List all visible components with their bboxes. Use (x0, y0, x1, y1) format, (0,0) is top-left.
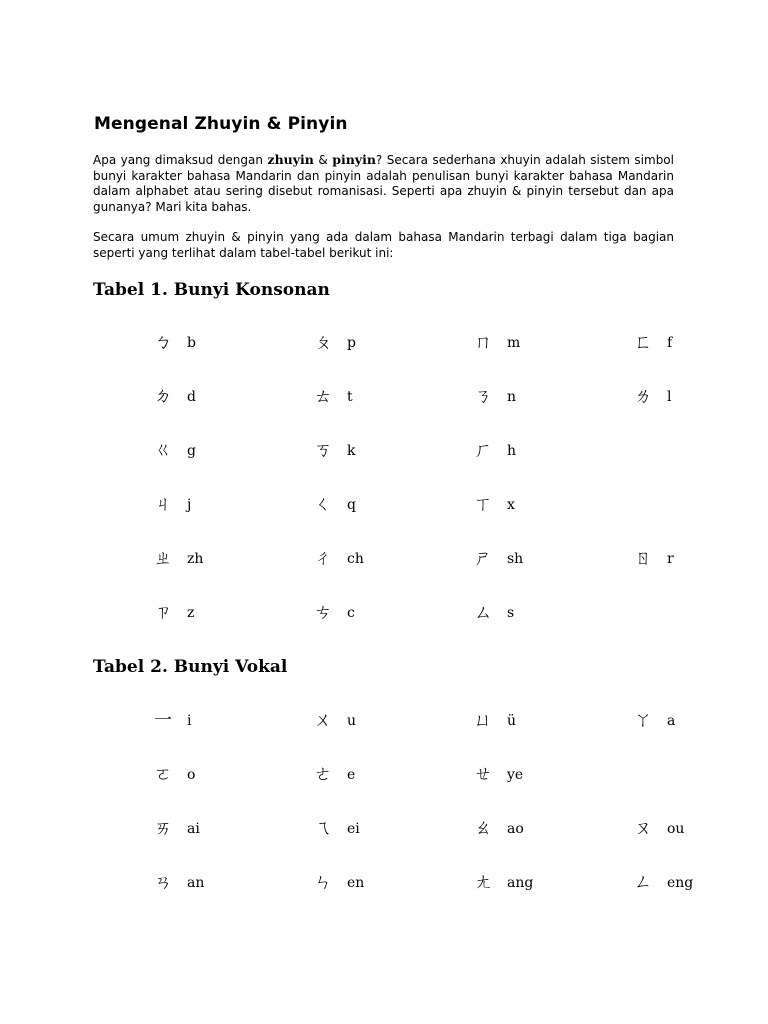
zhuyin-symbol: ㄊ (314, 386, 332, 407)
pinyin-label: c (347, 605, 355, 621)
pinyin-label: ai (187, 821, 200, 837)
page-title: Mengenal Zhuyin & Pinyin (94, 114, 348, 134)
zhuyin-symbol: ㄘ (314, 602, 332, 623)
pinyin-label: t (347, 389, 353, 405)
zhuyin-symbol: ㄣ (314, 872, 332, 893)
pinyin-label: a (667, 713, 676, 729)
pinyin-label: j (187, 497, 192, 513)
pinyin-label: an (187, 875, 205, 891)
pinyin-label: ü (507, 713, 517, 729)
zhuyin-symbol: ㄛ (154, 764, 172, 785)
pinyin-label: i (187, 713, 192, 729)
zhuyin-symbol: ㄎ (314, 440, 332, 461)
zhuyin-symbol: ㄨ (314, 710, 332, 731)
pinyin-label: r (667, 551, 674, 567)
zhuyin-symbol: ㄏ (474, 440, 492, 461)
pinyin-label: z (187, 605, 195, 621)
zhuyin-symbol: ㄖ (634, 548, 652, 569)
pinyin-label: ch (347, 551, 364, 567)
pinyin-label: en (347, 875, 365, 891)
pinyin-label: m (507, 335, 521, 351)
zhuyin-symbol: ㄍ (154, 440, 172, 461)
pinyin-label: o (187, 767, 196, 783)
zhuyin-symbol: ㄋ (474, 386, 492, 407)
zhuyin-symbol: ㄇ (474, 332, 492, 353)
pinyin-label: l (667, 389, 672, 405)
zhuyin-symbol: ㄡ (634, 818, 652, 839)
zhuyin-symbol: ㄝ (474, 764, 492, 785)
table2-heading: Tabel 2. Bunyi Vokal (93, 657, 288, 677)
zhuyin-symbol: ㄩ (474, 710, 492, 731)
pinyin-label: p (347, 335, 356, 351)
table-cell (312, 871, 364, 895)
zhuyin-symbol: 一 (154, 710, 172, 731)
table-cell (472, 871, 533, 895)
body-paragraph: Secara umum zhuyin & pinyin yang ada dalam bahasa Mandarin terbagi dalam tiga bagian seperti yang terlihat dalam tabel-tabel berikut ini: (93, 230, 674, 260)
intro-post: ? Secara sederhana xhuyin adalah sistem simbol bunyi karakter bahasa Mandarin dan pinyin adalah penulisan bunyi karakter bahasa Mandarin dalam alphabet atau sering disebut romanisasi. Seperti apa zhuyin & pinyin tersebut dan apa gunanya? Mari kita bahas. (93, 153, 674, 214)
pinyin-label: n (507, 389, 517, 405)
intro-amp: & (313, 153, 333, 167)
intro-pinyin: pinyin (332, 152, 376, 167)
table-cell (152, 763, 195, 787)
pinyin-label: ao (507, 821, 524, 837)
zhuyin-symbol: ㄗ (154, 602, 172, 623)
zhuyin-symbol: ㄥ (634, 872, 652, 893)
pinyin-label: zh (187, 551, 204, 567)
zhuyin-symbol: ㄆ (314, 332, 332, 353)
zhuyin-symbol: ㄅ (154, 332, 172, 353)
pinyin-label: ei (347, 821, 360, 837)
table-cell (632, 817, 684, 841)
pinyin-label: b (187, 335, 196, 351)
zhuyin-symbol: ㄒ (474, 494, 492, 515)
pinyin-label: q (347, 497, 356, 513)
pinyin-label: sh (507, 551, 524, 567)
table-cell (632, 709, 675, 733)
pinyin-label: x (507, 497, 515, 513)
zhuyin-symbol: ㄕ (474, 548, 492, 569)
pinyin-label: u (347, 713, 357, 729)
zhuyin-symbol: ㄈ (634, 332, 652, 353)
table-cell (152, 871, 204, 895)
zhuyin-symbol: ㄐ (154, 494, 172, 515)
table-cell (632, 871, 693, 895)
zhuyin-symbol: ㄔ (314, 548, 332, 569)
table-cell (472, 763, 523, 787)
table-cell (312, 709, 356, 733)
pinyin-label: d (187, 389, 196, 405)
zhuyin-symbol: ㄤ (474, 872, 492, 893)
table-cell (312, 763, 355, 787)
pinyin-label: ye (507, 767, 524, 783)
table-cell (472, 709, 516, 733)
zhuyin-symbol: ㄟ (314, 818, 332, 839)
table1-heading: Tabel 1. Bunyi Konsonan (93, 280, 330, 300)
zhuyin-symbol: ㄑ (314, 494, 332, 515)
pinyin-label: k (347, 443, 356, 459)
table-cell (472, 817, 524, 841)
zhuyin-symbol: ㄠ (474, 818, 492, 839)
table-cell (312, 817, 360, 841)
intro-pre: Apa yang dimaksud dengan (93, 153, 268, 167)
table-cell (152, 709, 191, 733)
zhuyin-symbol: ㄚ (634, 710, 652, 731)
zhuyin-symbol: ㄌ (634, 386, 652, 407)
pinyin-label: g (187, 443, 196, 459)
zhuyin-symbol: ㄉ (154, 386, 172, 407)
pinyin-label: ang (507, 875, 534, 891)
zhuyin-symbol: ㄙ (474, 602, 492, 623)
pinyin-label: eng (667, 875, 694, 891)
intro-zhuyin: zhuyin (267, 152, 314, 167)
zhuyin-symbol: ㄓ (154, 548, 172, 569)
pinyin-label: ou (667, 821, 685, 837)
pinyin-label: e (347, 767, 356, 783)
pinyin-label: s (507, 605, 515, 621)
pinyin-label: f (667, 335, 673, 351)
pinyin-label: h (507, 443, 517, 459)
zhuyin-symbol: ㄞ (154, 818, 172, 839)
zhuyin-symbol: ㄜ (314, 764, 332, 785)
zhuyin-symbol: ㄢ (154, 872, 172, 893)
table-cell (152, 817, 200, 841)
